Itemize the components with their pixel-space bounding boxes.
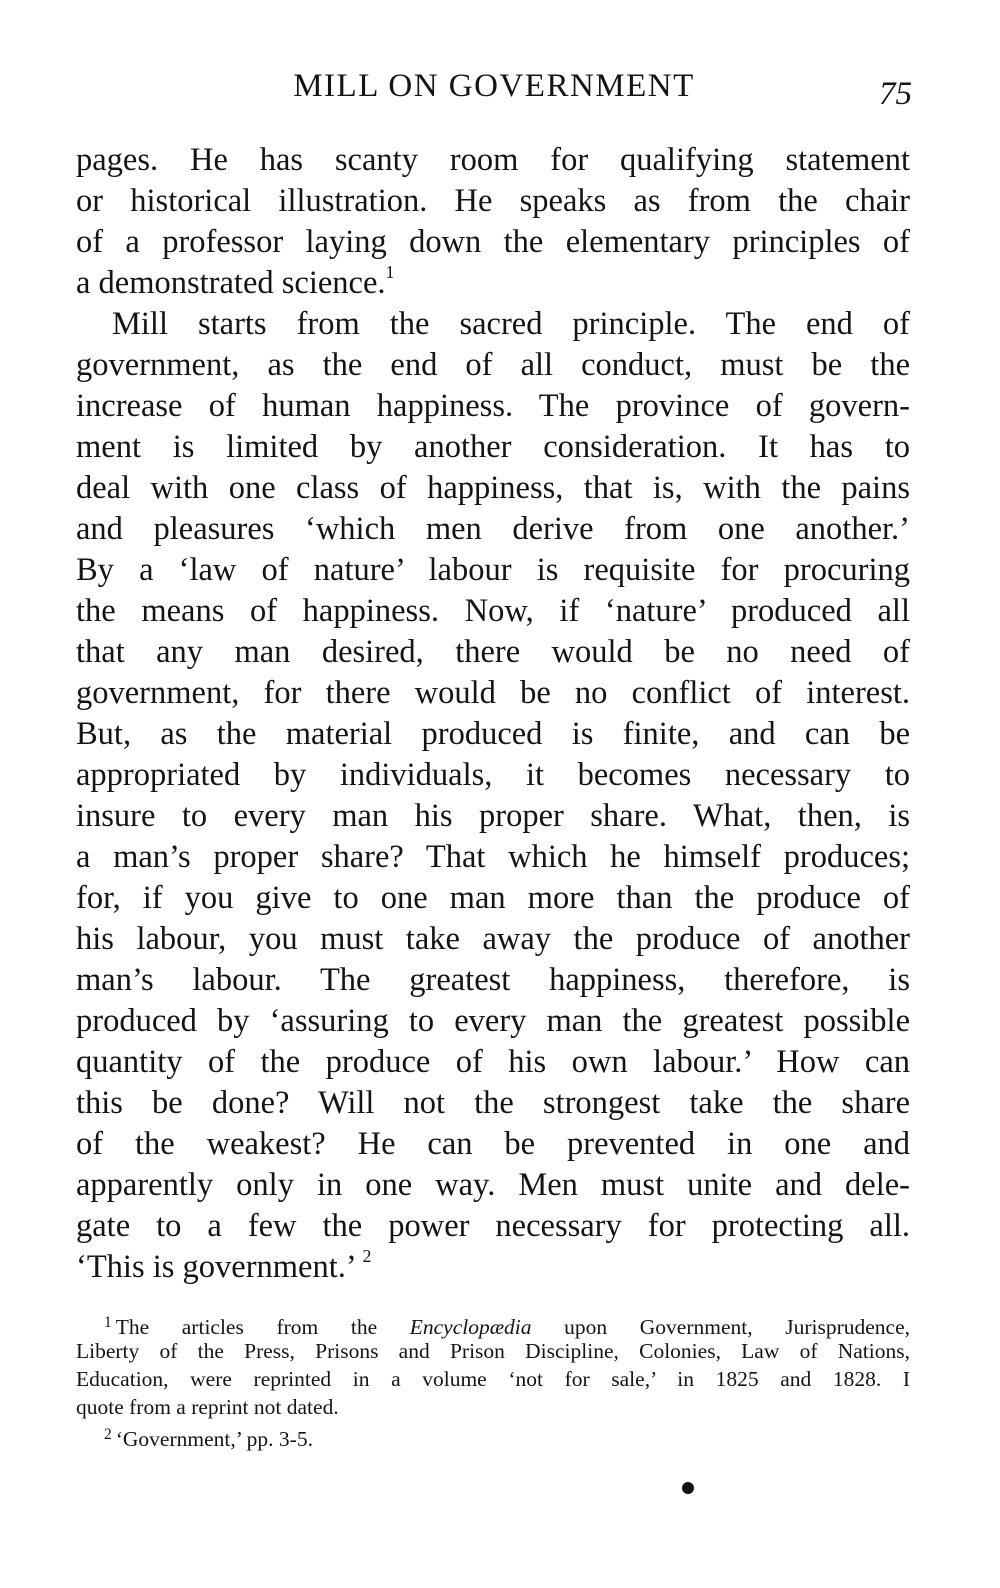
text-line: increase of human happiness. The province of govern- xyxy=(76,388,910,424)
footnote-1-text-cont: upon Government, Jurisprudence, xyxy=(531,1314,910,1339)
footnote-ref-1: 1 xyxy=(385,261,395,282)
text-line: his labour, you must take away the produce of another xyxy=(76,921,910,957)
text-line: this be done? Will not the strongest take the share xyxy=(76,1085,910,1121)
text-line: of a professor laying down the elementary principles of xyxy=(76,224,910,260)
text-line: quantity of the produce of his own labour.’ How can xyxy=(76,1044,910,1080)
text-line: of the weakest? He can be prevented in one and xyxy=(76,1126,910,1162)
page-number: 75 xyxy=(879,76,912,112)
text-line-content: a demonstrated science. xyxy=(76,265,386,301)
footnote-1-text: The articles from the xyxy=(115,1314,410,1339)
text-line: apparently only in one way. Men must unite and dele- xyxy=(76,1167,910,1203)
text-line: government, for there would be no conflict of interest. xyxy=(76,675,910,711)
text-line xyxy=(76,263,910,304)
footnotes xyxy=(76,1309,910,1449)
text-line: ment is limited by another consideration. It has to xyxy=(76,429,910,465)
footnote-1 xyxy=(76,1309,910,1337)
text-line: But, as the material produced is finite, and can be xyxy=(76,716,910,752)
footnote-1-line: Liberty of the Press, Prisons and Prison Discipline, Colonies, Law of Nations, xyxy=(76,1339,910,1363)
text-line: appropriated by individuals, it becomes necessary to xyxy=(76,757,910,793)
text-line-content: ‘This is government.’ xyxy=(76,1249,355,1285)
text-line: that any man desired, there would be no need of xyxy=(76,634,910,670)
text-line xyxy=(76,1247,910,1288)
footnote-2-mark: 2 xyxy=(104,1426,112,1443)
text-line: pages. He has scanty room for qualifying statement xyxy=(76,142,910,178)
page-header xyxy=(76,68,912,118)
text-line: By a ‘law of nature’ labour is requisite for procuring xyxy=(76,552,910,588)
footnote-1-line: Education, were reprinted in a volume ‘not for sale,’ in 1825 and 1828. I xyxy=(76,1367,910,1391)
footnote-2-text: ‘Government,’ pp. 3-5. xyxy=(115,1426,313,1451)
text-line: the means of happiness. Now, if ‘nature’ produced all xyxy=(76,593,910,629)
footnote-1-line: quote from a reprint not dated. xyxy=(76,1395,339,1419)
text-line: government, as the end of all conduct, must be the xyxy=(76,347,910,383)
footnote-1-title: Encyclopædia xyxy=(409,1314,532,1339)
text-line: insure to every man his proper share. What, then, is xyxy=(76,798,910,834)
text-line: deal with one class of happiness, that is, with the pains xyxy=(76,470,910,506)
footnote-2 xyxy=(76,1421,910,1449)
text-line: and pleasures ‘which men derive from one another.’ xyxy=(76,511,910,547)
text-line: man’s labour. The greatest happiness, therefore, is xyxy=(76,962,910,998)
text-line: produced by ‘assuring to every man the greatest possible xyxy=(76,1003,910,1039)
running-head: MILL ON GOVERNMENT xyxy=(293,68,695,104)
text-line: or historical illustration. He speaks as from the chair xyxy=(76,183,910,219)
footnote-1-mark: 1 xyxy=(104,1314,112,1331)
ink-speck xyxy=(682,1482,694,1494)
text-line: gate to a few the power necessary for protecting all. xyxy=(76,1208,910,1244)
text-line: a man’s proper share? That which he himself produces; xyxy=(76,839,910,875)
paragraph-start-line: Mill starts from the sacred principle. The end of xyxy=(112,306,910,342)
footnote-ref-2: 2 xyxy=(362,1245,372,1266)
text-line: for, if you give to one man more than the produce of xyxy=(76,880,910,916)
body-text xyxy=(76,140,910,1288)
